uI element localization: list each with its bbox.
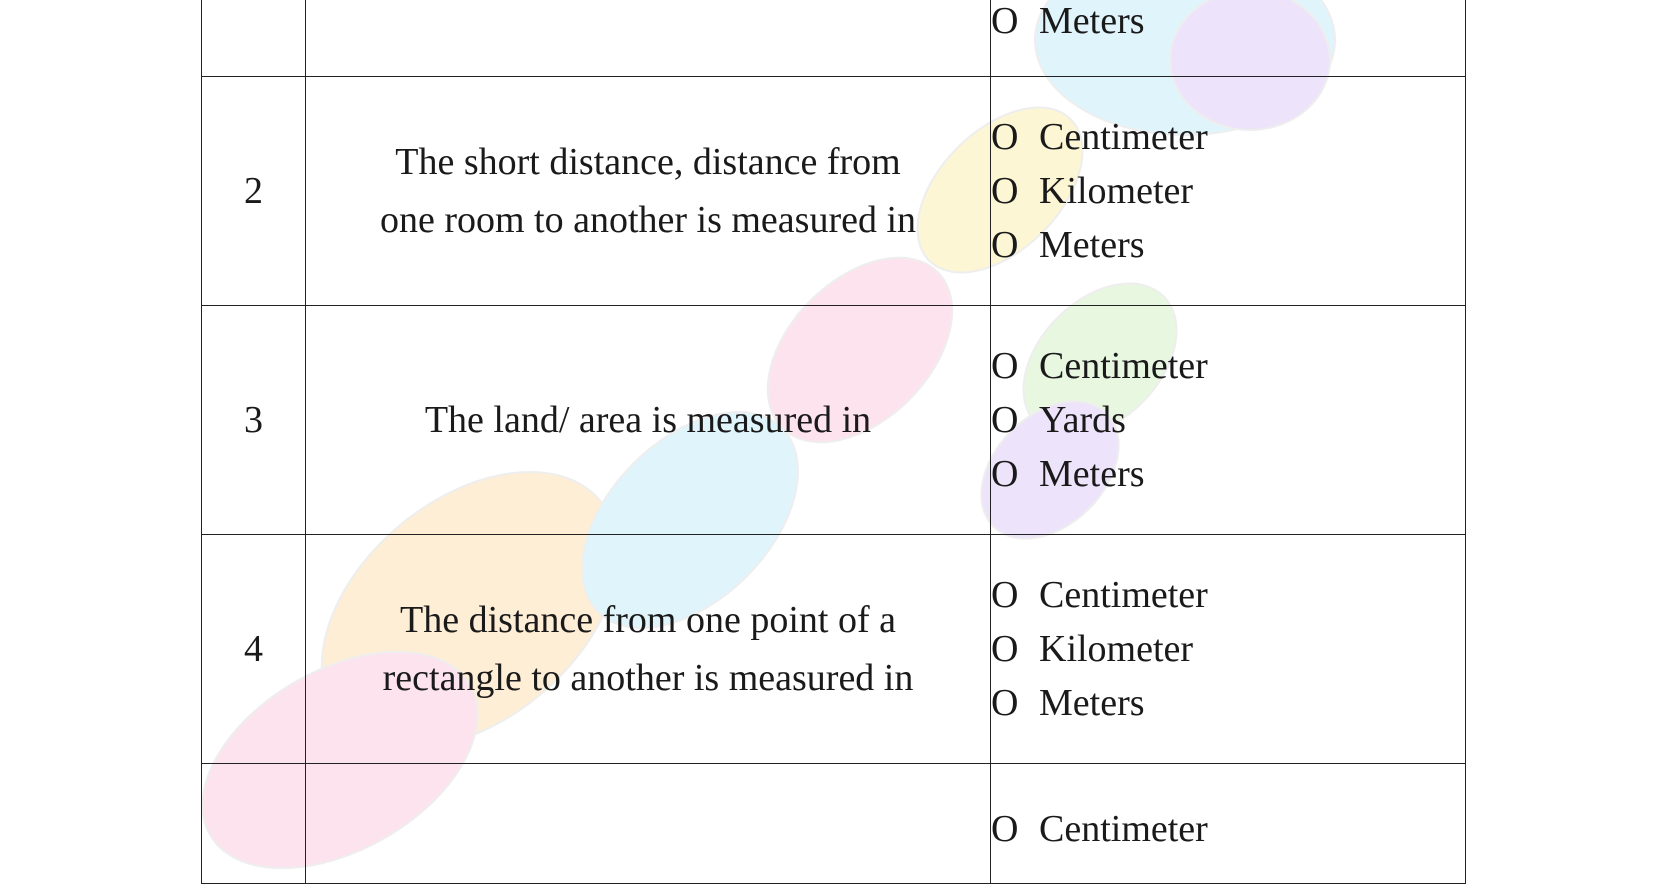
table-row: [202, 535, 1466, 764]
radio-circle-icon[interactable]: O: [991, 574, 1019, 616]
question-text: [306, 535, 991, 764]
answer-options: [991, 0, 1466, 77]
radio-circle-icon[interactable]: O: [991, 682, 1019, 724]
question-text: [306, 306, 991, 535]
question-line: rectangle to another is measured in: [382, 657, 914, 699]
option-label: Kilometer: [1039, 170, 1194, 212]
question-text: [306, 77, 991, 306]
option-label: Meters: [1039, 453, 1145, 495]
answer-option[interactable]: [991, 393, 1465, 447]
option-label: Centimeter: [1039, 808, 1208, 850]
answer-options: [991, 535, 1466, 764]
option-label: Centimeter: [1039, 345, 1208, 387]
answer-option[interactable]: [991, 568, 1465, 622]
answer-option[interactable]: [991, 447, 1465, 501]
table-row: [202, 764, 1466, 884]
radio-circle-icon[interactable]: O: [991, 345, 1019, 387]
radio-circle-icon[interactable]: O: [991, 628, 1019, 670]
radio-circle-icon[interactable]: O: [991, 453, 1019, 495]
option-label: Meters: [1039, 682, 1145, 724]
question-line: The land/ area is measured in: [424, 399, 872, 441]
radio-circle-icon[interactable]: O: [991, 0, 1019, 42]
answer-options: [991, 306, 1466, 535]
question-text: [306, 764, 991, 884]
answer-options: [991, 77, 1466, 306]
answer-options: [991, 764, 1466, 884]
question-number: 3: [202, 306, 306, 535]
question-number: 2: [202, 77, 306, 306]
question-number: 4: [202, 535, 306, 764]
answer-option[interactable]: [991, 622, 1465, 676]
question-text: [306, 0, 991, 77]
answer-option[interactable]: [991, 218, 1465, 272]
quiz-table: [201, 0, 1466, 884]
question-line: The short distance, distance from: [395, 141, 901, 183]
radio-circle-icon[interactable]: O: [991, 399, 1019, 441]
radio-circle-icon[interactable]: O: [991, 116, 1019, 158]
radio-circle-icon[interactable]: O: [991, 808, 1019, 850]
answer-option[interactable]: [991, 164, 1465, 218]
option-label: Kilometer: [1039, 628, 1194, 670]
radio-circle-icon[interactable]: O: [991, 224, 1019, 266]
answer-option[interactable]: [991, 110, 1465, 164]
option-label: Yards: [1039, 399, 1126, 441]
answer-option[interactable]: [991, 0, 1465, 48]
answer-option[interactable]: [991, 676, 1465, 730]
option-label: Centimeter: [1039, 116, 1208, 158]
answer-option[interactable]: [991, 339, 1465, 393]
option-label: Centimeter: [1039, 574, 1208, 616]
option-label: Meters: [1039, 224, 1145, 266]
radio-circle-icon[interactable]: O: [991, 170, 1019, 212]
question-number: [202, 0, 306, 77]
question-line: one room to another is measured in: [379, 199, 917, 241]
table-row: [202, 306, 1466, 535]
table-row: [202, 0, 1466, 77]
question-number: [202, 764, 306, 884]
table-row: [202, 77, 1466, 306]
answer-option[interactable]: [991, 802, 1465, 856]
question-line: The distance from one point of a: [400, 599, 896, 641]
option-label: Meters: [1039, 0, 1145, 42]
